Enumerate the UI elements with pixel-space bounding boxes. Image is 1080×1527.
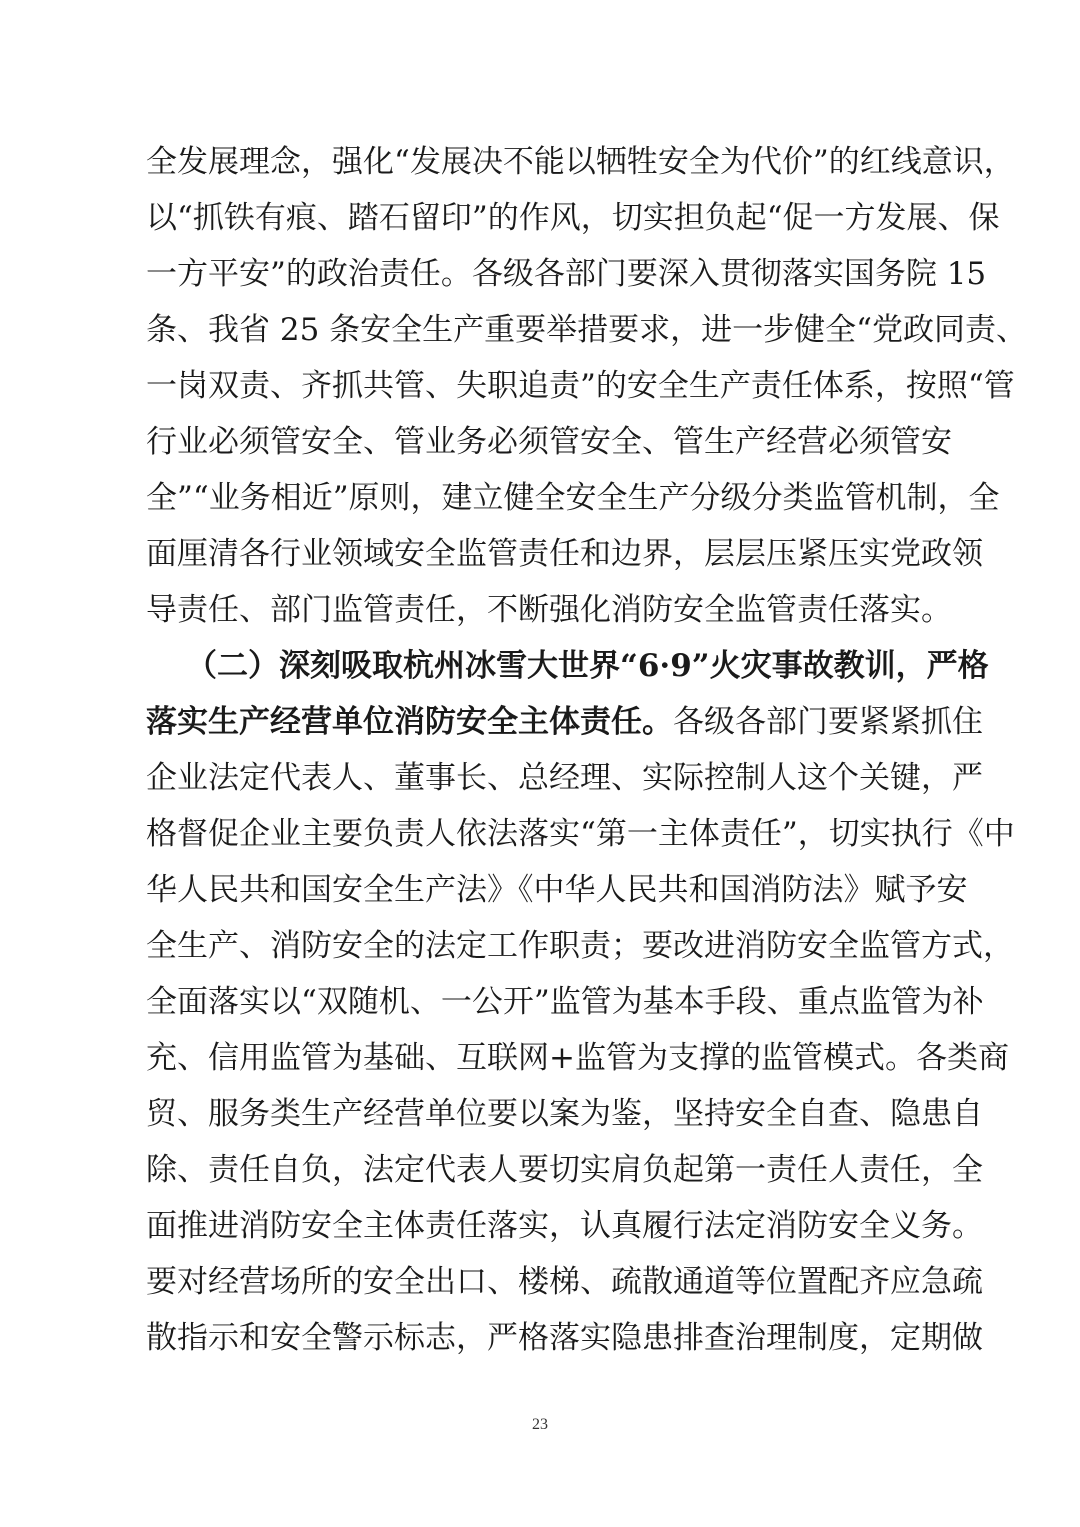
text-line: 充、信用监管为基础、互联网+监管为支撑的监管模式。各类商 xyxy=(146,1040,1009,1076)
text-line: 面推进消防安全主体责任落实，认真履行法定消防安全义务。 xyxy=(146,1208,983,1244)
text-line: 散指示和安全警示标志，严格落实隐患排查治理制度，定期做 xyxy=(146,1320,983,1356)
text-line xyxy=(146,699,983,745)
text-line: 贸、服务类生产经营单位要以案为鉴，坚持安全自查、隐患自 xyxy=(146,1096,983,1132)
text-line: 企业法定代表人、董事长、总经理、实际控制人这个关键，严 xyxy=(146,760,983,796)
text-line: 全”“业务相近”原则，建立健全安全生产分级分类监管机制，全 xyxy=(146,480,1000,516)
text-line: 一方平安”的政治责任。各级各部门要深入贯彻落实国务院 15 xyxy=(146,256,987,292)
section-heading-tail: 落实生产经营单位消防安全主体责任。 xyxy=(146,704,673,740)
text-line: 导责任、部门监管责任，不断强化消防安全监管责任落实。 xyxy=(146,592,952,628)
text-line: 条、我省 25 条安全生产重要举措要求，进一步健全“党政同责、 xyxy=(146,312,1027,348)
text-line: 全面落实以“双随机、一公开”监管为基本手段、重点监管为补 xyxy=(146,984,984,1020)
section-heading-line: （二）深刻吸取杭州冰雪大世界“6·9”火灾事故教训，严格 xyxy=(186,648,989,684)
text-line: 行业必须管安全、管业务必须管安全、管生产经营必须管安 xyxy=(146,424,952,460)
text-line: 以“抓铁有痕、踏石留印”的作风，切实担负起“促一方发展、保 xyxy=(146,200,1000,236)
page-number: 23 xyxy=(532,1416,548,1433)
text-line: 要对经营场所的安全出口、楼梯、疏散通道等位置配齐应急疏 xyxy=(146,1264,983,1300)
text-line: 除、责任自负，法定代表人要切实肩负起第一责任人责任，全 xyxy=(146,1152,983,1188)
text-line: 一岗双责、齐抓共管、失职追责”的安全生产责任体系，按照“管 xyxy=(146,368,1015,404)
text-line: 全生产、消防安全的法定工作职责；要改进消防安全监管方式， xyxy=(146,928,1014,964)
text-line: 华人民共和国安全生产法》《中华人民共和国消防法》赋予安 xyxy=(146,872,968,908)
text-line: 格督促企业主要负责人依法落实“第一主体责任”，切实执行《中 xyxy=(146,816,1015,852)
text-line: 全发展理念，强化“发展决不能以牺牲安全为代价”的红线意识， xyxy=(146,144,1015,180)
text-line: 面厘清各行业领域安全监管责任和边界，层层压紧压实党政领 xyxy=(146,536,983,572)
text-line-rest: 各级各部门要紧紧抓住 xyxy=(673,704,983,740)
